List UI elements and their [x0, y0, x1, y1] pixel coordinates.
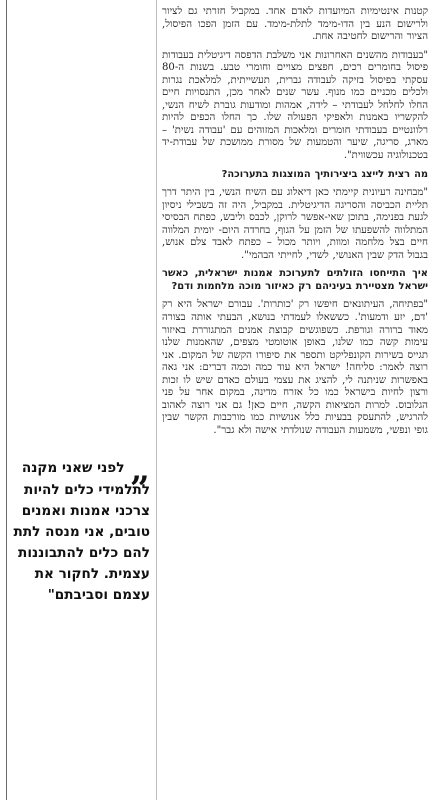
article-column [162, 6, 428, 798]
pull-quote [12, 450, 150, 606]
close-quote-mark: " [47, 587, 55, 603]
interview-question-1: מה רצית לייצג ביצירותיך המוצגות בתערוכה? [221, 168, 428, 180]
article-paragraph-1: קטנות אינטימיות המיועדות לאדם אחד. במקביל חזרתי גם לציור ולרישום הנע בין הדו-מימד לתלת-מימד. עם הזמן הפכו הפיסול, הציור והרישום לחטיבה אחת. [162, 6, 428, 43]
open-quote-mark: „ [130, 450, 150, 490]
left-border-rule [6, 0, 7, 800]
article-paragraph-4: "בפתיחה, העיתונאים חיפשו רק 'כותרות'. עבורם ישראל היא רק 'דם, יזע ודמעות'. כששאלו לעמדתי בנושא, הבעתי אותה בצורה מאוד ברורה וגורפת. כשפוגשים קבוצת אמנים המתגוררת באיזור עימות קשה כמו שלנו, באופן אוטומטי מצפים, שהאמנות שלנו תגייס בשירות הקונפליקט ותספר את סיפורו הקשה של המקום. אני רוצה לאמר: סליחה! ישראל היא עוד כמה וכמה דברים: אני גאה באפשרות שניתנה לי, להציג את עצמי בעולם כאדם שיש לו זכות ורצון לחיות בישראל כמו כל אזרח מדינה, במקום אחר על פני הגלובוס. למרות המציאות הקשה, חיים כאן! גם אני רוצה לאהוב להרגיש, להתעסק בבעיות כלל אנושיות כמו מורכבות הקשר שבין גופי ונפשי, משמעות העבודה שנולדתי אישה ולא גבר". [162, 299, 428, 436]
pull-quote-text: לפני שאני מקנה לתלמידי כלים להיות צרכני אמנות ואמנים טובים, אני מנסה לתת להם כלים להתבוננות עצמית. לחקור את עצמם וסביבתם [13, 460, 150, 603]
interview-question-2: איך התייחסו הזולתים לתערוכת אמנות ישראלית, כאשר ישראל מצטיירת בעיניהם רק כאיזור מוכה מלחמות ודם? [162, 268, 428, 292]
article-paragraph-3: "מבחינה רעיונית קיימתי כאן דיאלוג עם השיח הנשי, בין היתר דרך תליית הכביסה והסריגה הדיגיטלית. במקביל, היה זה בשבילי ניסיון לגעת בפנימה, בתוכן שאי-אפשר לרוקן, לכבס וליבש, כפתח הבסיסי המתלווה להשפעתו של הזמן על הגוף, בחרדה היום- יומית המלווה חיים בצל מלחמה ומוות, ויותר מכול – כפתח לאבד צלם אנוש, בגבול הדק שבין האנושי, לשדי, לחייתי הבהמי". [162, 187, 428, 261]
article-paragraph-2: "בעבודות מהשנים האחרונות אני משלבת הדפסה דיגיטלית בעבודות פיסול בחומרים רכים, חפצים מצויים וחומרי טבע. בשנות ה-80 עסקתי בפיסול בזיקה לעבודה גברית, תעשייתית, למלאכת נגרות ולכלים מכניים כמו מנוף. עשר שנים לאחר מכן, התנסויות חיים החלו לחלחל לעבודתי – לידה, אמהות ומודעות גוברת לשיח הנשי, להקשריו באמנות ולאפיקי הפעולה שלו. כך החלו הכפים להיות רלוונטיים בעבודתי חומרים ומלאכות המזוהים עם 'עבודה נשית' – מארג, סריגה, שיער והטמעות של מסורת ממושכת של עבודת-יד בטכנולוגיה עכשווית". [162, 49, 428, 162]
column-separator [156, 0, 157, 800]
